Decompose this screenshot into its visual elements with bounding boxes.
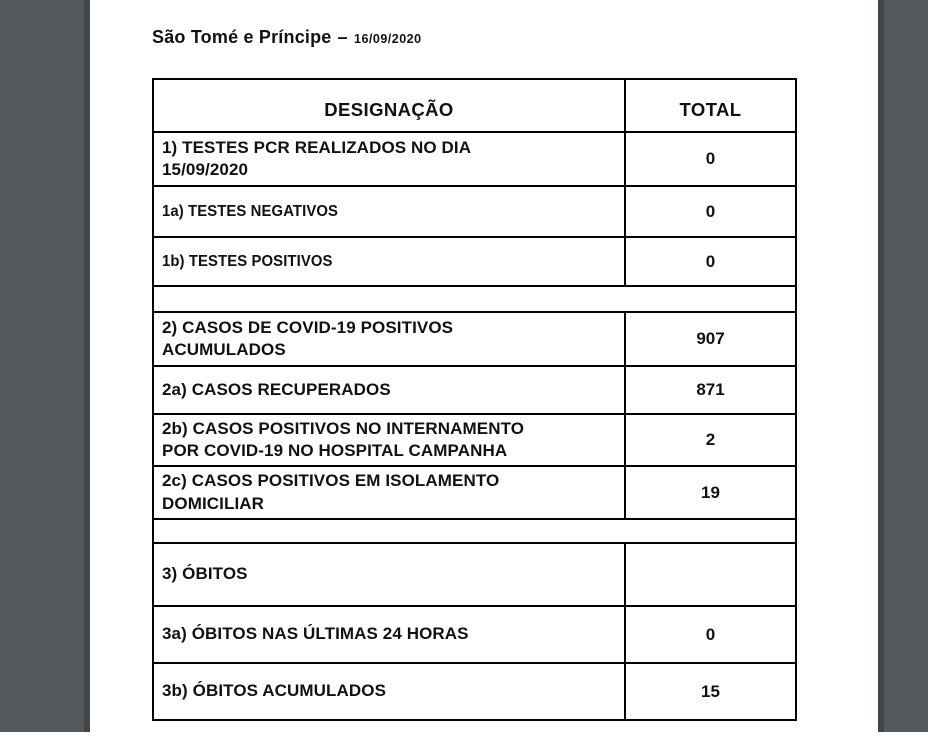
table-row-2c-isolamento	[154, 467, 795, 520]
row-label-line1: 2a) CASOS RECUPERADOS	[162, 379, 391, 399]
row-label	[154, 133, 626, 185]
table-row-2a-casos-recuperados	[154, 367, 795, 415]
row-label-line2: POR COVID-19 NO HOSPITAL CAMPANHA	[162, 441, 508, 460]
row-label-line1: 2) CASOS DE COVID-19 POSITIVOS	[162, 317, 454, 337]
spacer-cell	[154, 520, 795, 542]
table-row-3-obitos	[154, 544, 795, 607]
row-label	[154, 415, 626, 465]
document-title	[152, 27, 422, 48]
row-label-line1: 2b) CASOS POSITIVOS NO INTERNAMENTO	[162, 418, 525, 438]
row-value: 15	[701, 681, 720, 701]
row-label-line2: 15/09/2020	[162, 160, 249, 179]
document-title-dash: –	[337, 27, 348, 47]
row-label-line1: 1a) TESTES NEGATIVOS	[162, 202, 339, 220]
header-cell-designation	[154, 80, 626, 131]
row-label	[154, 607, 626, 662]
row-label-line1: 3a) ÓBITOS NAS ÚLTIMAS 24 HORAS	[162, 624, 469, 644]
row-value: 0	[705, 624, 716, 644]
table-row-1a-testes-negativos	[154, 187, 795, 238]
row-label	[154, 367, 626, 413]
table-row-3b-obitos-acumulados	[154, 664, 795, 719]
table-row-1b-testes-positivos	[154, 238, 795, 287]
table-spacer-row	[154, 520, 795, 544]
row-value: 0	[705, 251, 716, 271]
row-value: 907	[696, 329, 725, 348]
row-label	[154, 467, 626, 518]
document-title-date: 16/09/2020	[354, 32, 422, 46]
header-designation-label: DESIGNAÇÃO	[324, 98, 454, 120]
row-label-line1: 1) TESTES PCR REALIZADOS NO DIA	[162, 137, 472, 157]
row-label	[154, 313, 626, 365]
row-label-line1: 3b) ÓBITOS ACUMULADOS	[162, 681, 387, 701]
row-value: 2	[705, 430, 716, 449]
viewer-background-right	[878, 0, 928, 732]
row-value	[626, 544, 795, 605]
viewer-background-left	[0, 0, 90, 732]
table-row-3a-obitos-24h	[154, 607, 795, 664]
table-row-2b-internamento	[154, 415, 795, 467]
row-value: 0	[705, 149, 716, 168]
row-value: 19	[701, 482, 720, 502]
table-row-1-testes-pcr	[154, 133, 795, 187]
row-value: 871	[696, 380, 725, 399]
header-cell-total	[626, 80, 795, 131]
row-label-line1: 1b) TESTES POSITIVOS	[162, 252, 333, 270]
table-header-row	[154, 80, 795, 133]
covid-report-table	[152, 78, 797, 721]
row-value: 0	[705, 201, 716, 221]
row-label-line2: ACUMULADOS	[162, 340, 286, 359]
row-label	[154, 187, 626, 236]
spacer-cell	[154, 287, 795, 311]
row-label-line2: DOMICILIAR	[162, 493, 265, 513]
row-label	[154, 664, 626, 719]
header-total-label: TOTAL	[679, 98, 742, 120]
row-label	[154, 544, 626, 605]
table-spacer-row	[154, 287, 795, 313]
table-row-2-casos-acumulados	[154, 313, 795, 367]
row-label-line1: 3) ÓBITOS	[162, 564, 248, 584]
row-label-line1: 2c) CASOS POSITIVOS EM ISOLAMENTO	[162, 471, 500, 491]
row-label	[154, 238, 626, 285]
document-title-text: São Tomé e Príncipe	[152, 27, 332, 47]
